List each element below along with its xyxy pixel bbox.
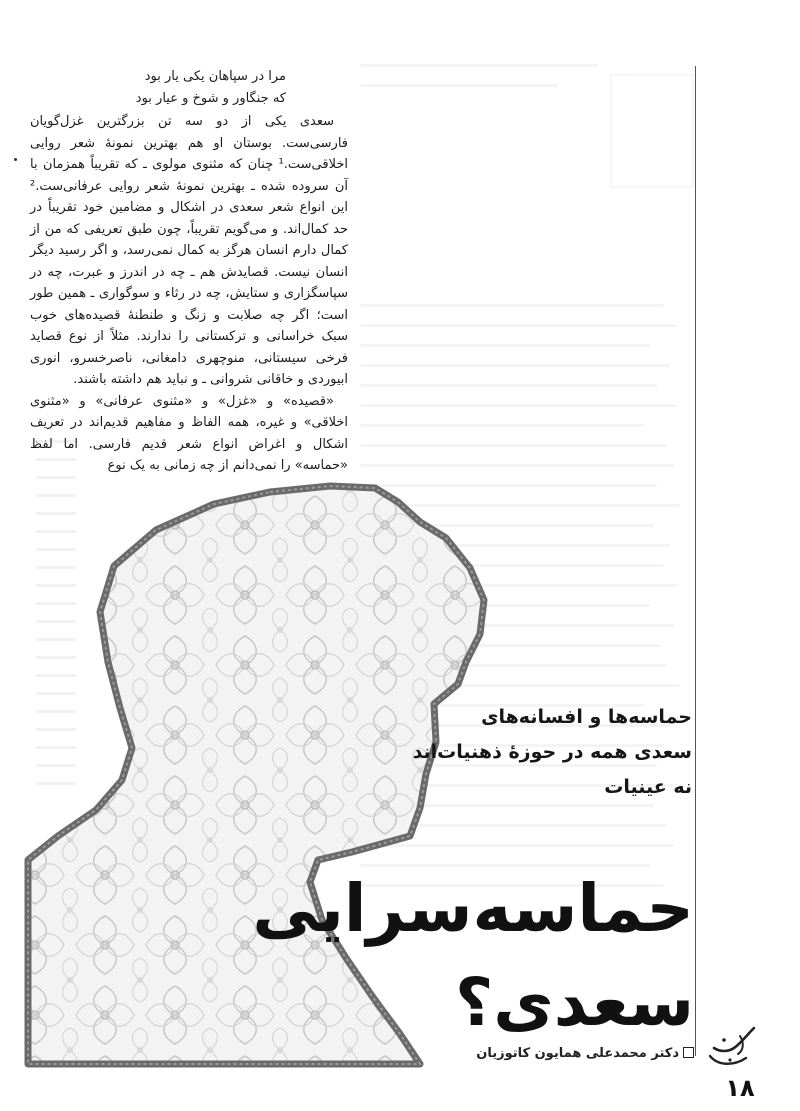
body-paragraph: سعدی یکی از دو سه تن بزرگترین غزل‌گویان فارسی‌ست. بوستان او هم بهترین نمونهٔ شعر روایی اخلاقی‌ست.¹ چنان که مثنوی مولوی ـ که تقریباً همزمان با آن سروده شده ـ بهترین نمونهٔ شعر روایی عرفانی‌ست.² این انواع شعر سعدی در اشکال و مضامین خود تقریباً در حد کمال‌اند. و می‌گویم تقریباً، چون طبق تعریفی که من از کمال دارم انسان هرگز به کمال نمی‌رسد، و اگر رسید دیگر انسان نیست. قصایدش هم ـ چه در اندرز و عبرت، چه در سپاسگزاری و ستایش، چه در رثاء و سوگواری ـ همین طور است؛ اگر چه صلابت و زنگ و طنطنهٔ قصیده‌های خوب سبک خراسانی و ترکستانی را ندارند. مثلاً از نوع قصاید فرخی سیستانی، منوچهری دامغانی، ناصرخسرو، انوری ابیوردی و خاقانی شروانی ـ و نباید هم داشته باشند. [30,114,348,387]
square-bullet-icon [683,1047,694,1058]
title-line: سعدی؟ [454,964,694,1041]
title-line: حماسه‌سرایی [252,870,694,947]
calligraphic-magazine-logo-icon [700,1022,762,1070]
page-number: ۱۸ [725,1074,755,1102]
author-byline [334,1046,694,1061]
lede-line: سعدی همه در حوزهٔ ذهنیات‌اند [412,741,692,763]
author-name: دکتر محمدعلی همایون کاتوزیان [476,1046,679,1061]
article-body [30,66,348,477]
body-paragraph: «قصیده» و «غزل» و «مثنوی عرفانی» و «مثنوی اخلاقی» و غیره، همه الفاظ و مفاهیم قدیم‌اند در تعریف اشکال و اغراض انواع شعر قدیم فارسی. اما لفظ «حماسه» را نمی‌دانم از چه زمانی به یک نوع [30,393,348,473]
lede-text [272,700,692,805]
lede-line: حماسه‌ها و افسانه‌های [481,706,692,728]
verse-line: مرا در سپاهان یکی یار بود [144,69,286,84]
lede-line: نه عینیات [604,776,692,798]
verse-line: که جنگاور و شوخ و عیار بود [135,90,286,106]
article-title [252,862,694,1050]
